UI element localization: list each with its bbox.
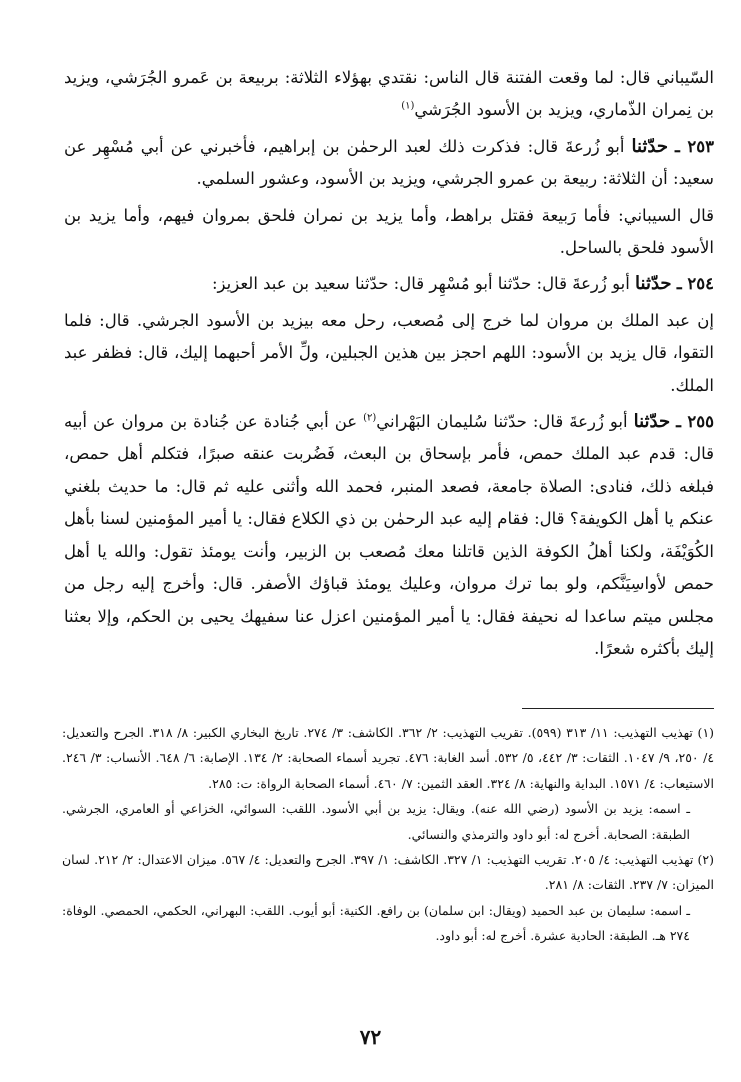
footnote-2-sources: (٢) تهذيب التهذيب: ٤/ ٢٠٥. تقريب التهذيب: ١/ ٣٢٧. الكاشف: ١/ ٣٩٧. الجرح والتعديل: ٤/ ٥٦٧. ميزان الاعتدال: ٢/ ٢١٢. لسان الميزان: ٧/ ٢٣٧. الثقات: ٨/ ٢٨١. [62, 852, 714, 893]
paragraph-254b: إن عبد الملك بن مروان لما خرج إلى مُصعب، رحل معه بيزيد بن الأسود الجرشي. قال: فلما التقوا، قال يزيد بن الأسود: اللهم احجز بين هذين الجبلين، ولِّ الأمر أحبهما إليك، قال: فظفر عبد الملك. [64, 310, 714, 395]
intro-paragraph [64, 62, 714, 127]
hadith-text-255a: أبو زُرعةَ قال: حدّثنا سُليمان البَهْراني [376, 412, 628, 432]
hadith-text-255b: عن أبي جُنادة عن جُنادة بن مروان عن أبيه قال: قدم عبد الملك حمص، فأمر بإسحاق بن البعث، فَضُربت عنقه صبرًا، فتكلم أهل حمص، فبلغه ذلك، فنادى: الصلاة جامعة، فصعد المنبر، فحمد الله وأثنى عليه ثم قال: ما حديث بلغني عنكم يا أهل الكويفة؟ قال: فقام إليه عبد الرحمٰن بن ذي الكلاع فقال: يا أمير المؤمنين لسنا بأهل الكُوَيْفَة، ولكنا أهلُ الكوفة الذين قاتلنا معك مُصعب بن الزبير، وأنت يومئذ تقول: والله يا أهل حمص لأواسِيَنَّكم، ولو بما ترك مروان، وعليك يومئذ قباؤك الأصفر. قال: وأخرج إليه رجل من مجلس ميتم ساعدا له نحيفة فقال: يا أمير المؤمنين اعزل عنا سفيهك يحيى بن الحكم، وإلا بعثنا إليك بأكثره شعرًا. [64, 412, 714, 658]
footnotes [62, 720, 714, 949]
hadith-heading-254: حدّثنا [635, 273, 672, 295]
paragraph-253b: قال السيباني: فأما رَبيعة فقتل براهط، وأما يزيد بن نمران فلحق بمروان فيهم، وأما يزيد بن الأسود فلحق بالساحل. [64, 205, 714, 258]
main-text [64, 62, 714, 669]
hadith-heading-255: حدّثنا [633, 411, 671, 433]
footnote-2-bio: ـ اسمه: سليمان بن عبد الحميد (ويقال: ابن سلمان) بن رافع. الكنية: أبو أيوب. اللقب: البهراني، الحكمي، الحمصي. الوفاة: ٢٧٤ هـ. الطبقة: الحادية عشرة. أخرج له: أبو داود. [62, 902, 690, 944]
footnote-ref-1: (١) [401, 100, 415, 112]
hadith-number-253: ٢٥٣ ـ [675, 136, 714, 156]
page-number: ٧٢ [359, 1025, 382, 1049]
footnote-divider [522, 708, 714, 709]
hadith-number-255: ٢٥٥ ـ [676, 412, 714, 432]
intro-text: السّيباني قال: لما وقعت الفتنة قال الناس: نقتدي بهؤلاء الثلاثة: بربيعة بن عَمرو الجُرَشي، ويزيد بن نِمران الذّماري، ويزيد بن الأسود الجُرَشي [64, 68, 714, 120]
hadith-text-253: أبو زُرعةَ قال: فذكرت ذلك لعبد الرحمٰن بن إبراهيم، فأخبرني عن أبي مُسْهِر عن سعيد: أن الثلاثة: ربيعة بن عمرو الجرشي، ويزيد بن الأسود، وعشور السلمي. [64, 136, 714, 189]
footnote-1-sources: (١) تهذيب التهذيب: ١١/ ٣١٣ (٥٩٩). تقريب التهذيب: ٢/ ٣٦٢. الكاشف: ٣/ ٢٧٤. تاريخ البخاري الكبير: ٨/ ٣١٨. الجرح والتعديل: ٤/ ٢٥٠، ٩/ ١٠٤٧. الثقات: ٣/ ٤٤٢، ٥/ ٥٣٢. أسد الغابة: ٤٧٦. تجريد أسماء الصحابة: ٢/ ١٣٤. الإصابة: ٦/ ٦٤٨. الأنساب: ٣/ ٢٤٦. الاستيعاب: ٤/ ١٥٧١. البداية والنهاية: ٨/ ٣٢٤. العقد الثمين: ٧/ ٤٦٠. أسماء الصحابة الرواة: ت: ٢٨٥. [62, 725, 715, 791]
hadith-number-254: ٢٥٤ ـ [676, 274, 714, 294]
hadith-253 [64, 131, 714, 196]
footnote-ref-2: (٢) [363, 412, 377, 424]
hadith-text-254: أبو زُرعةَ قال: حدّثنا أبو مُسْهِر قال: حدّثنا سعيد بن عبد العزيز: [211, 274, 630, 294]
footnote-1-bio: ـ اسمه: يزيد بن الأسود (رضي الله عنه). ويقال: يزيد بن أبي الأسود. اللقب: السوائي، الخزاعي أو العامري، الجرشي. الطبقة: الصحابة. أخرج له: أبو داود والترمذي والنسائي. [62, 801, 690, 842]
hadith-heading-253: حدّثنا [631, 135, 669, 157]
hadith-254 [64, 268, 714, 300]
hadith-255 [64, 406, 714, 665]
